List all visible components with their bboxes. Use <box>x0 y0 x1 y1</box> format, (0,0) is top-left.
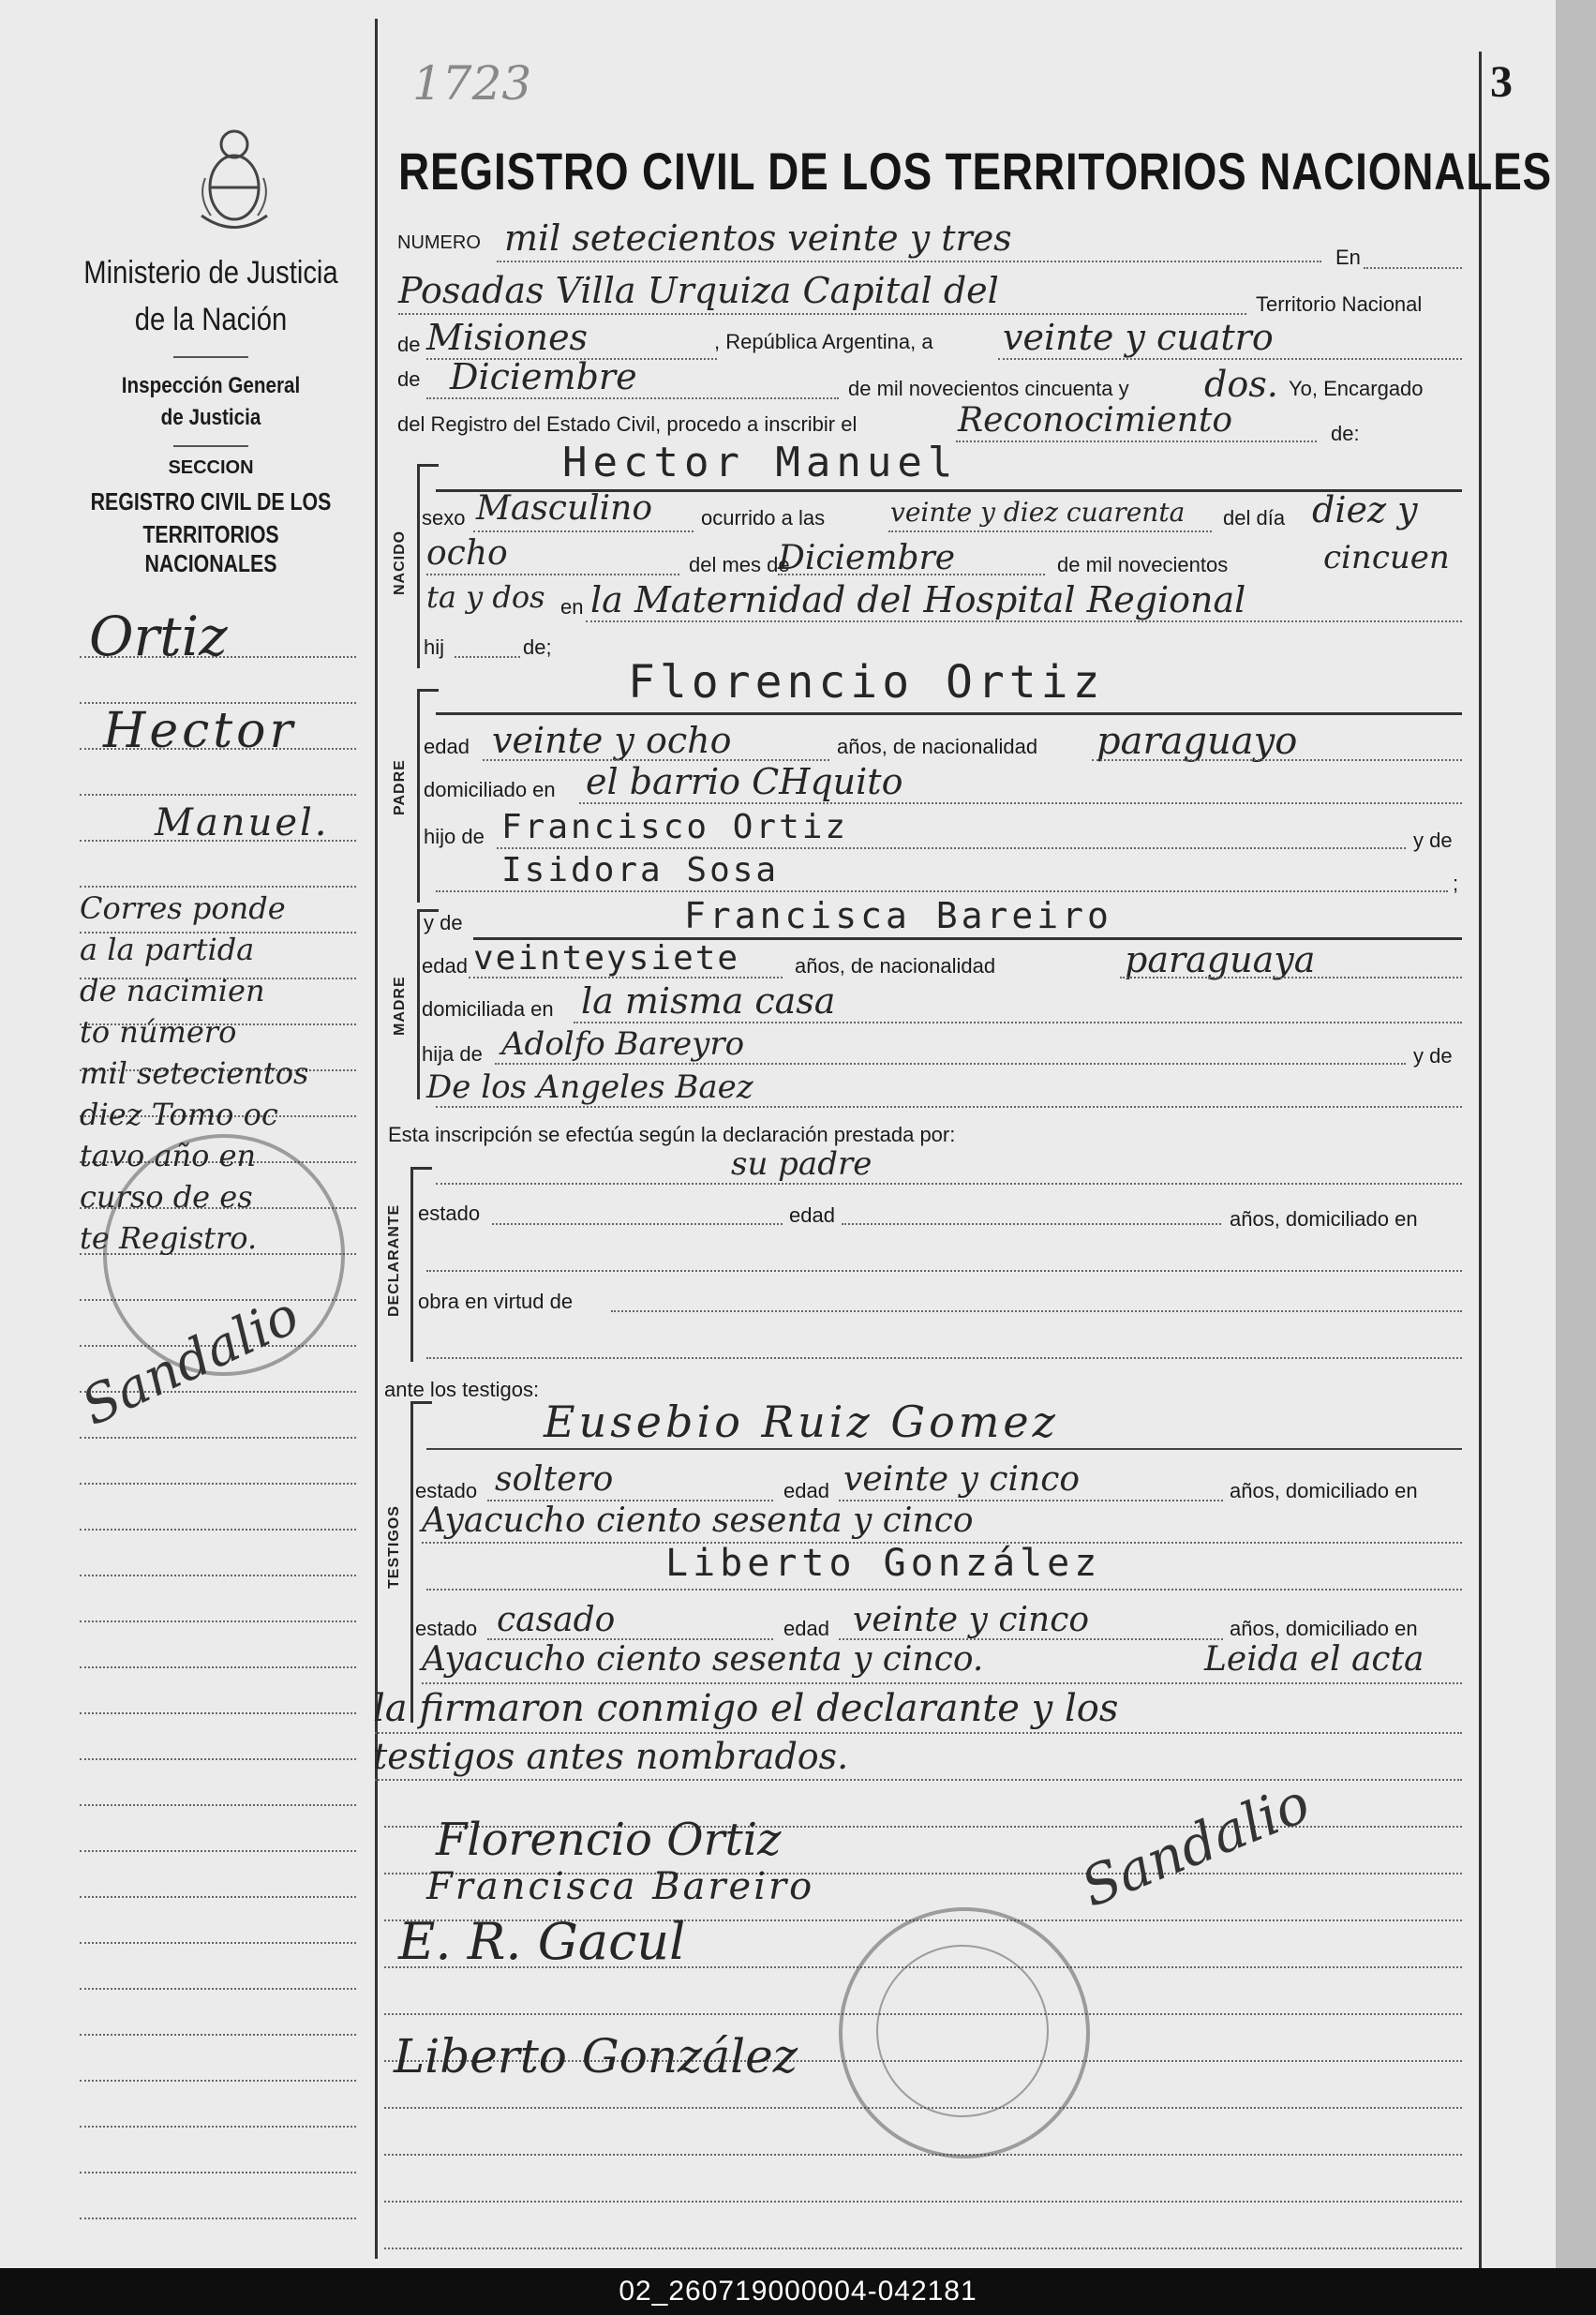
margin-name2: Manuel. <box>155 801 330 844</box>
padre-side-label: PADRE <box>392 759 408 815</box>
signature-rule-line <box>384 2201 1462 2203</box>
numero-label: NUMERO <box>397 232 481 253</box>
hij-de-label: de; <box>523 635 552 659</box>
margin-name1: Hector <box>103 703 297 759</box>
anio-value: cincuen <box>1323 539 1450 576</box>
margin-rule-line <box>80 794 356 796</box>
hora-value: veinte y diez cuarenta <box>890 497 1186 528</box>
testigo2-name: Liberto González <box>665 1542 1102 1585</box>
margin-note-line: tavo año en <box>80 1138 257 1173</box>
testigo1-name: Eusebio Ruiz Gomez <box>544 1396 1059 1447</box>
signature-eusebio: E. R. Gacul <box>398 1912 686 1971</box>
day-dots <box>998 358 1462 360</box>
ministry-line2: de la Nación <box>134 302 288 337</box>
testigos-intro: ante los testigos: <box>384 1378 540 1401</box>
sexo-dots <box>473 530 694 532</box>
lugar-dots <box>586 620 1462 622</box>
padre-dom-label: domiciliado en <box>424 778 556 801</box>
padre-name-rule <box>436 712 1462 715</box>
testigo1-estado-label: estado <box>415 1479 478 1502</box>
margin-rule-line <box>80 2218 356 2219</box>
madre-edad-dots <box>469 977 783 978</box>
margin-rule-line <box>80 1896 356 1898</box>
signature-liberto: Liberto González <box>394 2029 798 2084</box>
padre-hijo-dots <box>497 847 1406 849</box>
signature-official: Sandalio <box>1072 1770 1319 1919</box>
testigo1-estado: soltero <box>495 1460 614 1499</box>
madre-y-de-label: y de <box>424 911 463 934</box>
padre-y-de-label: y de <box>1413 829 1453 852</box>
en-dots <box>1364 267 1462 269</box>
registry-line2: TERRITORIOS NACIONALES <box>142 520 279 577</box>
closing1-dots <box>375 1732 1462 1734</box>
madre-side-label: MADRE <box>392 976 408 1036</box>
testigo2-dom-dots <box>422 1682 1462 1684</box>
padre-anios-label: años, de nacionalidad <box>837 735 1038 758</box>
testigo1-anios-label: años, domiciliado en <box>1230 1479 1418 1502</box>
registry-line1: REGISTRO CIVIL DE LOS <box>90 487 332 515</box>
dia-value2: ocho <box>426 534 508 573</box>
madre-edad-value: veinteysiete <box>473 939 740 978</box>
padre-madre-value: Isidora Sosa <box>501 851 780 889</box>
coat-of-arms-icon <box>192 122 276 234</box>
testigo2-edad-label: edad <box>783 1617 829 1640</box>
padre-name: Florencio Ortiz <box>628 656 1105 709</box>
section-label: SECCION <box>168 457 254 478</box>
ocurrido-label: ocurrido a las <box>701 506 826 530</box>
madre-hija-dots <box>495 1063 1406 1065</box>
declarante-estado-label: estado <box>418 1202 481 1225</box>
margin-rule-line <box>80 1988 356 1990</box>
testigo2-edad: veinte y cinco <box>853 1601 1090 1639</box>
madre-nac-value: paraguaya <box>1125 939 1316 980</box>
madre-dom-label: domiciliada en <box>422 997 554 1021</box>
de-label: de <box>397 333 421 356</box>
hora-dots <box>888 530 1212 532</box>
margin-note-line: diez Tomo oc <box>80 1097 278 1132</box>
signature-rule-line <box>384 2248 1462 2249</box>
margin-rule-line <box>80 886 356 888</box>
madre-hija-label: hija de <box>422 1042 483 1066</box>
footer-id: 02_260719000004-042181 <box>0 2268 1596 2315</box>
padre-nac-value: paraguayo <box>1096 720 1298 763</box>
declarante-obra-dots <box>611 1310 1462 1312</box>
margin-rule-line <box>80 1758 356 1760</box>
mes-label: del mes de <box>689 553 790 576</box>
de3-label: de: <box>1331 422 1360 445</box>
margin-rule-line <box>80 2080 356 2082</box>
margin-rule-line <box>80 2172 356 2173</box>
declarante-side-label: DECLARANTE <box>386 1203 402 1317</box>
ministry-line1: Ministerio de Justicia <box>83 255 338 291</box>
margin-rule-line <box>80 1437 356 1439</box>
margin-rule-line <box>80 1620 356 1622</box>
testigo1-name-rule <box>426 1448 1462 1450</box>
anio-label: de mil novecientos <box>1057 553 1229 576</box>
padre-madre-dots <box>436 890 1448 892</box>
madre-nac-dots <box>1120 977 1462 978</box>
padre-dom-dots <box>579 802 1462 804</box>
dia2-dots <box>426 574 679 575</box>
testigo2-estado: casado <box>497 1601 616 1639</box>
declarante-obra-label: obra en virtud de <box>418 1290 574 1313</box>
page-number: 3 <box>1490 57 1513 107</box>
anio-value2: ta y dos <box>426 579 545 615</box>
right-rule <box>1479 52 1482 2268</box>
territory-value: Misiones <box>426 317 589 358</box>
testigo2-estado-label: estado <box>415 1617 478 1640</box>
sexo-label: sexo <box>422 506 466 530</box>
declarante-edad-label: edad <box>789 1203 835 1227</box>
ministry-divider2 <box>173 445 248 447</box>
margin-note-line: mil setecientos <box>80 1055 309 1091</box>
day-value: veinte y cuatro <box>1003 317 1274 358</box>
territorio-label: Territorio Nacional <box>1256 292 1423 316</box>
act-value: Reconocimiento <box>958 401 1233 440</box>
margin-rule-line <box>80 2034 356 2036</box>
mes-dots <box>778 574 1045 575</box>
mes-value: Diciembre <box>778 539 956 577</box>
margin-signature: Sandalio <box>72 1284 308 1439</box>
leida-text: Leida el acta <box>1204 1640 1424 1679</box>
madre-madre-value: De los Angeles Baez <box>426 1068 753 1106</box>
margin-rule-line <box>80 1850 356 1852</box>
declarante-estado-dots <box>492 1223 783 1225</box>
testigos-side-label: TESTIGOS <box>386 1505 402 1589</box>
declarante-line2-dots <box>426 1270 1462 1272</box>
testigo1-dom: Ayacucho ciento sesenta y cinco <box>422 1501 974 1540</box>
margin-note-line: de nacimien <box>80 973 265 1008</box>
testigo1-edad: veinte y cinco <box>843 1460 1081 1499</box>
hij-dots <box>455 656 520 658</box>
signature-florencio: Florencio Ortiz <box>436 1814 782 1866</box>
madre-dom-dots <box>574 1022 1462 1023</box>
declaracion-text: Esta inscripción se efectúa según la declaración prestada por: <box>388 1123 956 1146</box>
madre-y-de2-label: y de <box>1413 1044 1453 1068</box>
month-dots <box>426 397 839 399</box>
document-title: REGISTRO CIVIL DE LOS TERRITORIOS NACIONALES <box>398 142 1552 201</box>
month-value: Diciembre <box>450 356 637 397</box>
madre-anios-label: años, de nacionalidad <box>795 954 996 978</box>
testigo2-anios-label: años, domiciliado en <box>1230 1617 1418 1640</box>
margin-rule-line <box>80 1666 356 1668</box>
hij-label: hij <box>424 635 445 659</box>
margin-rule-line <box>80 1942 356 1944</box>
madre-edad-label: edad <box>422 954 468 978</box>
madre-madre-dots <box>436 1106 1462 1108</box>
dia-label: del día <box>1223 506 1286 530</box>
margin-note-line: curso de es <box>80 1179 253 1215</box>
archive-number: 1723 <box>412 56 532 111</box>
closing2-dots <box>375 1779 1462 1781</box>
margin-rule-line <box>80 1529 356 1531</box>
closing-line1: la firmaron conmigo el declarante y los <box>373 1687 1119 1730</box>
signature-rule-line <box>384 2154 1462 2156</box>
closing-line2: testigos antes nombrados. <box>373 1736 849 1777</box>
declarante-anios-label: años, domiciliado en <box>1230 1207 1418 1231</box>
padre-nac-dots <box>1092 759 1462 761</box>
margin-rule-line <box>80 1712 356 1714</box>
yo-label: Yo, Encargado <box>1289 377 1424 400</box>
margin-note-line: to número <box>80 1014 237 1050</box>
registry-seal-inner <box>876 1945 1049 2117</box>
nacido-name: Hector Manuel <box>562 439 959 486</box>
numero-dots <box>497 261 1321 262</box>
padre-hijo-value: Francisco Ortiz <box>501 808 849 846</box>
inspection-line1: Inspección General <box>121 373 301 398</box>
padre-semicolon: ; <box>1453 872 1459 895</box>
testigo2-name-dots <box>426 1589 1462 1591</box>
declarante-edad-dots <box>842 1223 1221 1225</box>
inspection-line2: de Justicia <box>160 405 261 430</box>
madre-hija-value: Adolfo Bareyro <box>501 1025 745 1063</box>
page-edge <box>1556 0 1596 2268</box>
year-label: de mil novecientos cincuenta y <box>848 377 1129 400</box>
margin-rule-line <box>80 2126 356 2128</box>
signature-francisca: Francisca Bareiro <box>426 1865 815 1908</box>
declarante-bracket <box>410 1167 432 1362</box>
lugar-value: la Maternidad del Hospital Regional <box>590 579 1246 620</box>
declaracion-value: su padre <box>731 1145 873 1183</box>
city-value: Posadas Villa Urquiza Capital del <box>398 270 999 311</box>
numero-value: mil setecientos veinte y tres <box>504 217 1012 259</box>
city-dots <box>398 313 1246 315</box>
margin-note-line: a la partida <box>80 932 255 967</box>
year-value: dos. <box>1204 364 1278 405</box>
de2-label: de <box>397 367 421 391</box>
padre-edad-value: veinte y ocho <box>492 720 732 761</box>
nacido-side-label: NACIDO <box>392 530 408 595</box>
registro-label: del Registro del Estado Civil, procedo a inscribir el <box>397 412 858 436</box>
republica-label: , República Argentina, a <box>714 330 933 353</box>
padre-dom-value: el barrio CHquito <box>586 761 903 802</box>
margin-rule <box>375 19 378 2259</box>
en-label: En <box>1335 246 1361 269</box>
declarante-line4-dots <box>426 1357 1462 1359</box>
ministry-divider1 <box>173 356 248 358</box>
testigo2-dom: Ayacucho ciento sesenta y cinco. <box>422 1640 984 1679</box>
margin-rule-line <box>80 1575 356 1576</box>
dia-value: diez y <box>1312 489 1418 530</box>
declaracion-dots <box>436 1183 1462 1185</box>
en-lugar-label: en <box>560 595 584 619</box>
sexo-value: Masculino <box>476 489 653 528</box>
margin-surname: Ortiz <box>89 605 228 668</box>
act-dots <box>956 441 1317 442</box>
madre-dom-value: la misma casa <box>581 980 836 1022</box>
margin-rule-line <box>80 1804 356 1806</box>
margin-note-line: Corres ponde <box>80 890 286 926</box>
padre-hijo-label: hijo de <box>424 825 485 848</box>
margin-note-line: te Registro. <box>80 1220 258 1256</box>
testigo1-edad-label: edad <box>783 1479 829 1502</box>
madre-name: Francisca Bareiro <box>684 895 1112 936</box>
margin-rule-line <box>80 1483 356 1485</box>
padre-edad-label: edad <box>424 735 470 758</box>
